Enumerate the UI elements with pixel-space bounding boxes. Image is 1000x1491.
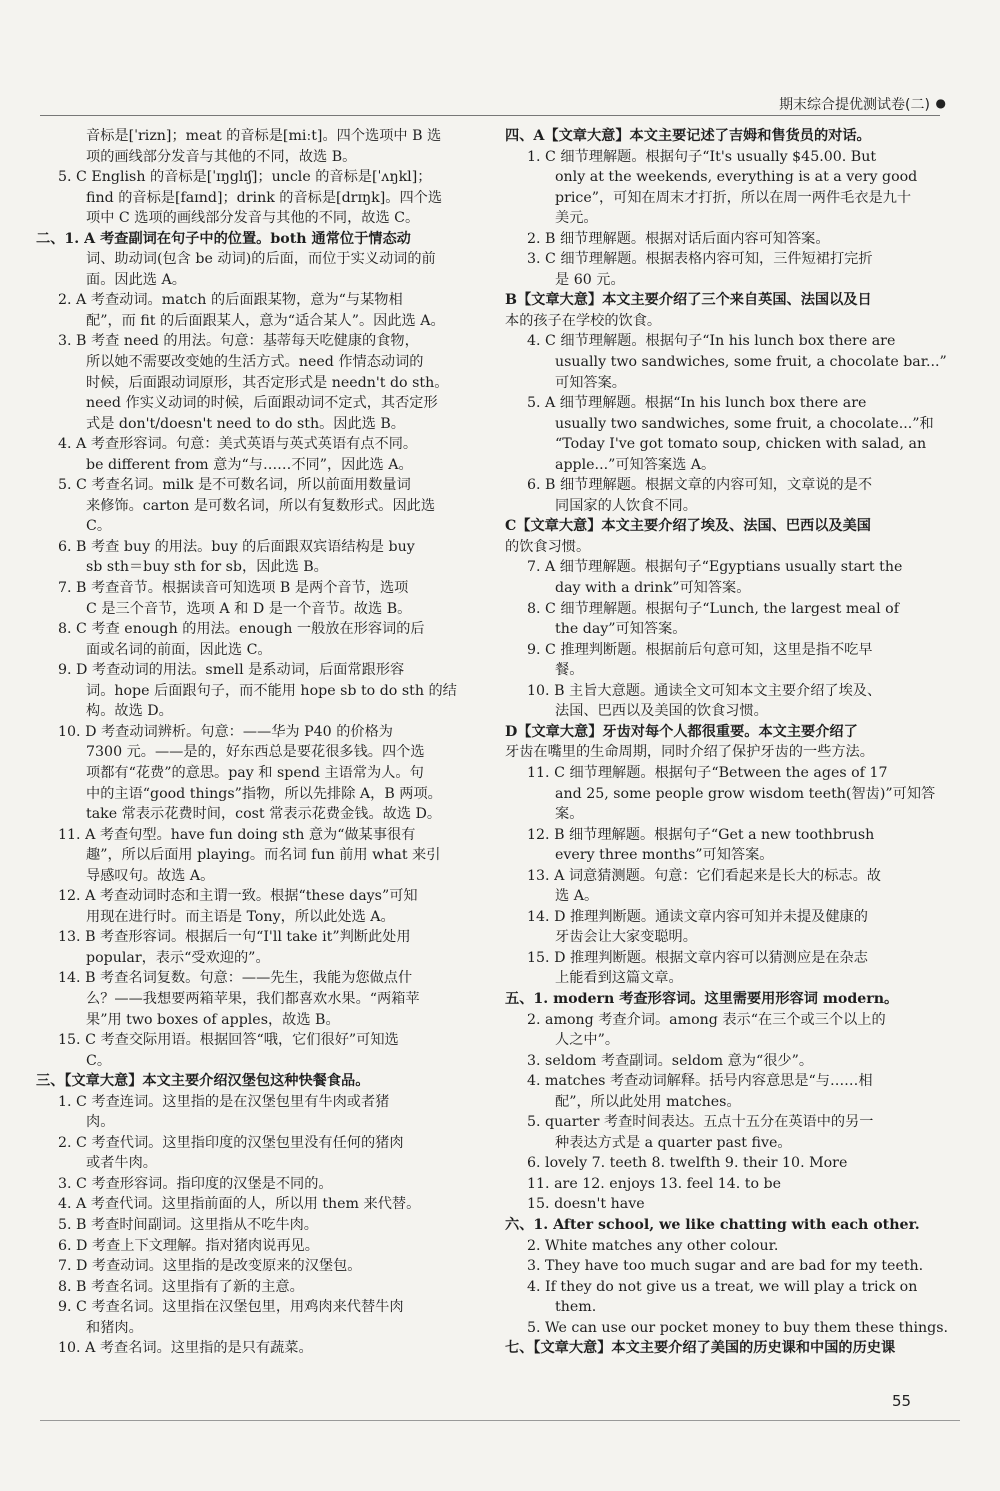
left-column-line: 用现在进行时。而主语是 Tony，所以此处选 A。: [86, 908, 395, 925]
left-column-line: 项中 C 选项的画线部分发音与其他的不同，故选 C。: [86, 210, 420, 227]
right-column-line: day with a drink”可知答案。: [555, 580, 751, 597]
right-column-line: 四、A【文章大意】本文主要记述了吉姆和售货员的对话。: [505, 128, 871, 144]
right-column-line: 牙齿会让大家变聪明。: [555, 929, 697, 946]
left-column-line: 词、助动词(包含 be 动词)的后面，而位于实义动词的前: [86, 251, 436, 268]
left-column-line: 和猪肉。: [86, 1319, 143, 1336]
right-column-line: 上能看到这篇文章。: [555, 970, 683, 987]
left-column-line: 三、【文章大意】本文主要介绍汉堡包这种快餐食品。: [36, 1073, 370, 1090]
left-column-line: C。: [86, 1052, 112, 1069]
right-column-line: 同国家的人饮食不同。: [555, 497, 697, 514]
left-column-line: 或者牛肉。: [86, 1155, 157, 1172]
right-column-line: 9. C 推理判断题。根据前后句意可知，这里是指不吃早: [527, 641, 873, 658]
right-column-line: 3. They have too much sugar and are bad for my teeth.: [527, 1258, 924, 1275]
left-column-line: 5. B 考查时间副词。这里指从不吃牛肉。: [58, 1216, 318, 1233]
page-header-title: 期末综合提优测试卷(二): [779, 97, 930, 113]
left-column-line: 趣”，所以后面用 playing。而名词 fun 前用 what 来引: [86, 847, 441, 864]
left-column-line: 来修饰。carton 是可数名词，所以有复数形式。因此选: [86, 497, 436, 514]
right-column-line: 5. quarter 考查时间表达。五点十五分在英语中的另一: [527, 1114, 874, 1131]
right-column-line: 选 A。: [555, 888, 599, 905]
right-column-line: 5. A 细节理解题。根据“In his lunch box there are: [527, 395, 867, 412]
left-column-line: 8. C 考查 enough 的用法。enough 一般放在形容词的后: [58, 621, 425, 638]
right-column-line: 种表达方式是 a quarter past five。: [555, 1134, 792, 1151]
left-column-line: 音标是[ˈrizn]；meat 的音标是[miːt]。四个选项中 B 选: [86, 128, 442, 144]
right-column: [505, 126, 950, 1359]
left-column-line: 7. D 考查动词。这里指的是改变原来的汉堡包。: [58, 1258, 362, 1275]
header-divider: [40, 115, 940, 116]
right-column-line: 14. D 推理判断题。通读文章内容可知并未提及健康的: [527, 908, 868, 925]
right-column-line: every three months”可知答案。: [555, 847, 774, 864]
right-column-line: 13. A 词意猜测题。句意：它们看起来是长大的标志。故: [527, 867, 881, 884]
right-column-line: only at the weekends, everything is at a very good: [555, 169, 918, 186]
left-column-line: 12. A 考查动词时态和主谓一致。根据“these days”可知: [58, 888, 418, 905]
left-column-line: find 的音标是[faɪnd]；drink 的音标是[drɪŋk]。四个选: [86, 189, 443, 206]
right-column-line: 人之中”。: [555, 1032, 620, 1049]
left-column-line: be different from 意为“与……不同”，因此选 A。: [86, 456, 413, 473]
left-column-line: 项都有“花费”的意思。pay 和 spend 主语常为人。句: [86, 764, 424, 781]
left-column-line: 6. B 考查 buy 的用法。buy 的后面跟双宾语结构是 buy: [58, 538, 415, 555]
right-column-line: 6. lovely 7. teeth 8. twelfth 9. their 10. More: [527, 1155, 848, 1172]
right-column-line: 餐。: [555, 662, 584, 679]
right-column-line: 12. B 细节理解题。根据句子“Get a new toothbrush: [527, 826, 875, 843]
right-column-line: them.: [555, 1299, 597, 1316]
left-column-line: sb sth＝buy sth for sb，因此选 B。: [86, 559, 328, 576]
right-column-line: 案。: [555, 806, 584, 823]
left-column-line: 6. D 考查上下文理解。指对猪肉说再见。: [58, 1237, 319, 1254]
right-column-line: 5. We can use our pocket money to buy them these things.: [527, 1319, 949, 1336]
left-column-line: 2. A 考查动词。match 的后面跟某物，意为“与某物相: [58, 292, 403, 309]
right-column-line: 牙齿在嘴里的生命周期，同时介绍了保护牙齿的一些方法。: [505, 744, 874, 761]
right-column-line: 法国、巴西以及美国的饮食习惯。: [555, 703, 768, 720]
right-column-line: 五、1. modern 考查形容词。这里需要用形容词 modern。: [505, 990, 899, 1007]
right-column-line: 3. C 细节理解题。根据表格内容可知，三件短裙打完折: [527, 251, 873, 268]
left-column-line: 式是 don't/doesn't need to do sth。因此选 B。: [86, 415, 405, 432]
left-column-line: 导感叹句。故选 A。: [86, 867, 215, 884]
left-column-line: 2. C 考查代词。这里指印度的汉堡包里没有任何的猪肉: [58, 1134, 404, 1151]
header-bullet-icon: ●: [935, 96, 946, 110]
right-column-line: 3. seldom 考查副词。seldom 意为“很少”。: [527, 1052, 814, 1069]
right-column-line: 七、【文章大意】本文主要介绍了美国的历史课和中国的历史课: [505, 1340, 896, 1357]
left-column-line: 词。hope 后面跟句子，而不能用 hope sb to do sth 的结: [86, 682, 457, 699]
left-column-line: 项的画线部分发音与其他的不同，故选 B。: [86, 148, 357, 165]
right-column-line: 6. B 细节理解题。根据文章的内容可知，文章说的是不: [527, 477, 873, 494]
right-column-line: 4. matches 考查动词解释。括号内容意思是“与……相: [527, 1073, 873, 1090]
right-column-line: 1. C 细节理解题。根据句子“It's usually $45.00. But: [527, 148, 877, 165]
left-column-line: 时候，后面跟动词原形，其否定形式是 needn't do sth。: [86, 374, 449, 391]
right-column-line: 2. B 细节理解题。根据对话后面内容可知答案。: [527, 230, 830, 247]
right-column-line: usually two sandwiches, some fruit, a chocolate bar...”: [555, 354, 947, 371]
right-column-line: B【文章大意】本文主要介绍了三个来自英国、法国以及日: [505, 292, 872, 309]
right-column-line: 4. C 细节理解题。根据句子“In his lunch box there are: [527, 333, 896, 350]
right-column-line: “Today I've got tomato soup, chicken with salad, an: [555, 436, 927, 453]
left-column-line: 5. C 考查名词。milk 是不可数名词，所以前面用数量词: [58, 477, 411, 494]
right-column-line: 2. among 考查介词。among 表示“在三个或三个以上的: [527, 1011, 886, 1028]
right-column-line: 11. are 12. enjoys 13. feel 14. to be: [527, 1175, 782, 1192]
right-column-line: 美元。: [555, 210, 598, 227]
right-column-line: 15. doesn't have: [527, 1196, 645, 1213]
left-column-line: 5. C English 的音标是[ˈɪŋglɪʃ]；uncle 的音标是[ˈʌŋkl]；: [58, 169, 432, 186]
right-column-line: 是 60 元。: [555, 271, 625, 288]
left-column-line: take 常表示花费时间，cost 常表示花费金钱。故选 D。: [86, 806, 442, 823]
right-column-line: 11. C 细节理解题。根据句子“Between the ages of 17: [527, 764, 888, 781]
left-column-line: 面或名词的前面，因此选 C。: [86, 641, 272, 658]
left-column-line: C 是三个音节，选项 A 和 D 是一个音节。故选 B。: [86, 600, 412, 617]
left-column-line: 4. A 考查代词。这里指前面的人，所以用 them 来代替。: [58, 1196, 421, 1213]
right-column-line: D【文章大意】牙齿对每个人都很重要。本文主要介绍了: [505, 723, 858, 740]
left-column-line: 14. B 考查名词复数。句意：——先生，我能为您做点什: [58, 970, 413, 987]
right-column-line: 2. White matches any other colour.: [527, 1237, 779, 1254]
right-column-line: 4. If they do not give us a treat, we will play a trick on: [527, 1278, 918, 1295]
left-column-line: 么？——我想要两箱苹果，我们都喜欢水果。“两箱苹: [86, 990, 420, 1007]
right-column-line: 10. B 主旨大意题。通读全文可知本文主要介绍了埃及、: [527, 682, 882, 699]
right-column-line: price”，可知在周末才打折，所以在周一两件毛衣是九十: [555, 189, 912, 206]
right-column-line: 配”，所以此处用 matches。: [555, 1093, 741, 1110]
left-column-line: 4. A 考查形容词。句意：美式英语与英式英语有点不同。: [58, 436, 418, 453]
left-column-line: 3. B 考查 need 的用法。句意：基蒂每天吃健康的食物，: [58, 333, 419, 350]
left-column-line: need 作实义动词的时候，后面跟动词不定式，其否定形: [86, 395, 438, 412]
right-column-line: 六、1. After school, we like chatting with each other.: [505, 1216, 920, 1233]
left-column-line: 果”用 two boxes of apples，故选 B。: [86, 1011, 340, 1028]
right-column-line: 8. C 细节理解题。根据句子“Lunch, the largest meal of: [527, 600, 899, 617]
left-column-line: 9. C 考查名词。这里指在汉堡包里，用鸡肉来代替牛肉: [58, 1299, 404, 1316]
right-column-line: and 25, some people grow wisdom teeth(智齿)”可知答: [555, 785, 936, 802]
left-column-line: 7300 元。——是的，好东西总是要花很多钱。四个选: [86, 744, 425, 761]
right-column-line: 15. D 推理判断题。根据文章内容可以猜测应是在杂志: [527, 949, 868, 966]
right-column-line: 本的孩子在学校的饮食。: [505, 312, 662, 329]
left-column-line: 中的主语“good things”指物，所以先排除 A，B 两项。: [86, 785, 442, 802]
right-column-line: 可知答案。: [555, 374, 626, 391]
left-column-line: popular，表示“受欢迎的”。: [86, 949, 270, 966]
left-column-line: 10. D 考查动词辨析。句意：——华为 P40 的价格为: [58, 723, 393, 740]
left-column-line: 3. C 考查形容词。指印度的汉堡是不同的。: [58, 1175, 333, 1192]
right-column-line: usually two sandwiches, some fruit, a chocolate...”和: [555, 415, 934, 432]
left-column-line: 10. A 考查名词。这里指的是只有蔬菜。: [58, 1340, 313, 1357]
page-number: 55: [892, 1392, 912, 1410]
left-column-line: 面。因此选 A。: [86, 271, 186, 288]
left-column: [36, 126, 486, 1359]
left-column-line: 所以她不需要改变她的生活方式。need 作情态动词的: [86, 354, 424, 371]
left-column-line: 8. B 考查名词。这里指有了新的主意。: [58, 1278, 304, 1295]
footer-divider: [40, 1420, 960, 1421]
left-column-line: 肉。: [86, 1114, 115, 1131]
left-column-line: C。: [86, 518, 112, 535]
left-column-line: 7. B 考查音节。根据读音可知选项 B 是两个音节，选项: [58, 580, 409, 597]
left-column-line: 15. C 考查交际用语。根据回答“哦，它们很好”可知选: [58, 1032, 399, 1049]
right-column-line: C【文章大意】本文主要介绍了埃及、法国、巴西以及美国: [505, 518, 871, 535]
left-column-line: 二、1. A 考查副词在句子中的位置。both 通常位于情态动: [36, 230, 411, 247]
left-column-line: 构。故选 D。: [86, 703, 173, 720]
right-column-line: 7. A 细节理解题。根据句子“Egyptians usually start the: [527, 559, 903, 576]
left-column-line: 13. B 考查形容词。根据后一句“I'll take it”判断此处用: [58, 929, 411, 946]
right-column-line: apple...”可知答案选 A。: [555, 456, 716, 473]
left-column-line: 1. C 考查连词。这里指的是在汉堡包里有牛肉或者猪: [58, 1093, 390, 1110]
left-column-line: 配”，而 fit 的后面跟某人，意为“适合某人”。因此选 A。: [86, 312, 445, 329]
right-column-line: 的饮食习惯。: [505, 538, 591, 555]
left-column-line: 11. A 考查句型。have fun doing sth 意为“做某事很有: [58, 826, 416, 843]
left-column-line: 9. D 考查动词的用法。smell 是系动词，后面常跟形容: [58, 662, 405, 679]
right-column-line: the day”可知答案。: [555, 621, 687, 638]
